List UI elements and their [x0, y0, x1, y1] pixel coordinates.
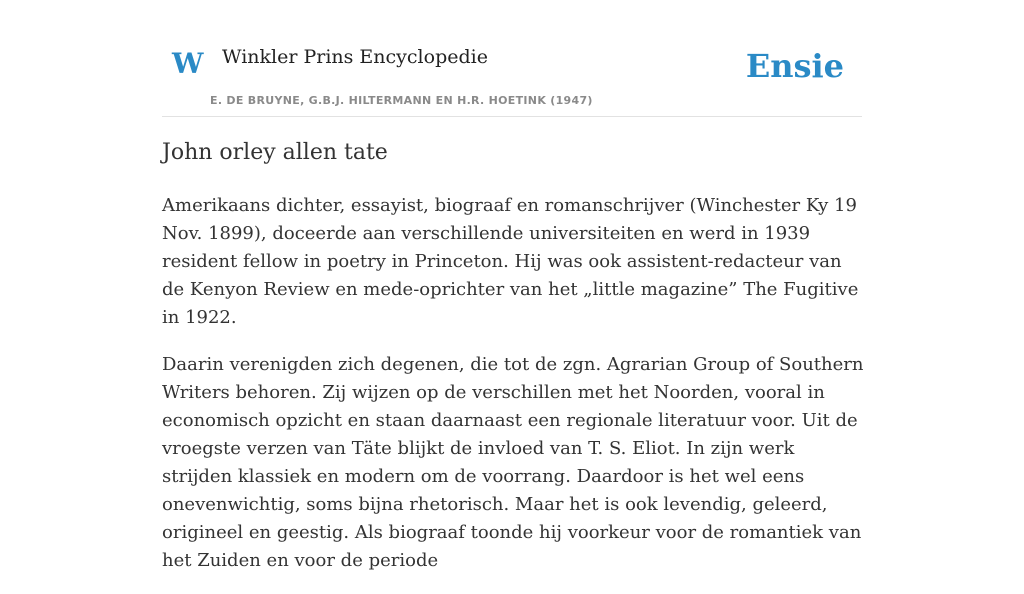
source-title[interactable]: Winkler Prins Encyclopedie [222, 46, 488, 68]
article-body [162, 192, 864, 594]
ensie-logo[interactable]: Ensie [745, 47, 844, 85]
article-paragraph: Amerikaans dichter, essayist, biograaf en romanschrijver (Winchester Ky 19 Nov. 1899), doceerde aan verschillende universiteiten en werd in 1939 resident fellow in poetry in Princeton. Hij was ook assistent-redacteur van de Kenyon Review en mede-oprichter van het „little magazine” The Fugitive in 1922. [162, 195, 859, 328]
article-paragraph: Daarin verenigden zich degenen, die tot de zgn. Agrarian Group of Southern Writers behoren. Zij wijzen op de verschillen met het Noorden, vooral in economisch opzicht en staan daarnaast een regionale literatuur voor. Uit de vroegste verzen van Täte blijkt de invloed van T. S. Eliot. In zijn werk strijden klassiek en modern om de voorrang. Daardoor is het wel eens onevenwichtig, soms bijna rhetorisch. Maar het is ook levendig, geleerd, origineel en geestig. Als biograaf toonde hij voorkeur voor de romantiek van het Zuiden en voor de periode [162, 354, 864, 571]
winkler-prins-logo-icon[interactable]: W [172, 47, 204, 80]
site-header [162, 0, 862, 117]
article-title: John orley allen tate [162, 140, 388, 165]
source-authors: E. DE BRUYNE, G.B.J. HILTERMANN EN H.R. HOETINK (1947) [210, 94, 593, 107]
